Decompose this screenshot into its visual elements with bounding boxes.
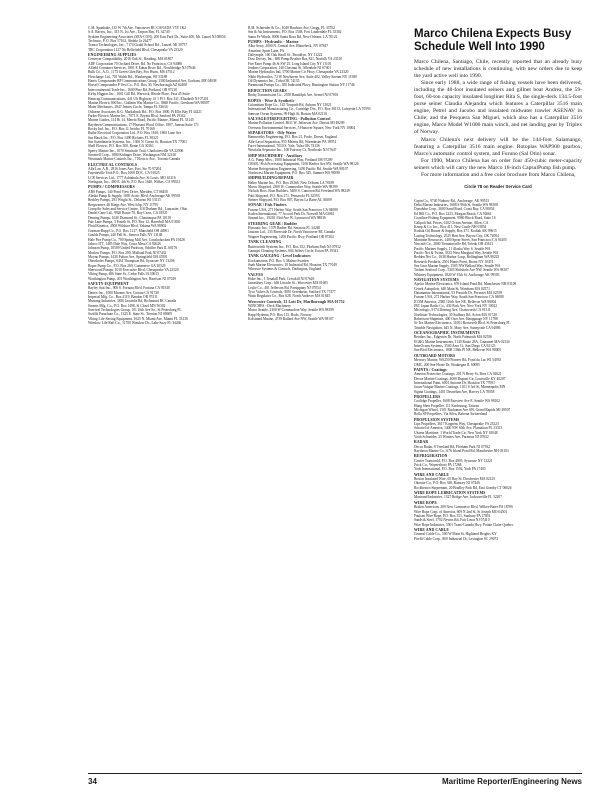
directory-entry: Jamesbury Corp., 640 Lincoln St., Worcester MA 01605 — [248, 281, 328, 286]
directory-entry: Benthos Inc., Edgerton Dr, North Falmouth MA 02556 — [414, 335, 492, 340]
directory-entry: TRC Corporation 1417 No Bellefield Blvd, Chesapeake VA 23320 — [88, 47, 183, 52]
directory-entry: Alfa-Laval Separation, 955 Mearns Rd, Warminster PA 18974 — [248, 139, 337, 144]
directory-entry: Mercury Marine, W6250 Pioneer Rd, Fond du Lac WI 54935 — [414, 358, 502, 363]
directory-entry: Jenkins Corporation, 140 Chestnut St, Allendale NJ 07401 — [248, 66, 332, 71]
directory-entry: Fluid Kinetics, 4500 Wilshire Blvd, Yakima WA 98902 — [88, 224, 167, 229]
directory-entry: Kockumation, P.O. Box 3, Malmo Sweden — [248, 258, 309, 263]
directory-entry: Alfield Container Services, 1801 E Ednar River Rd., Northbridge NJ 07646 — [88, 66, 196, 71]
article-body — [414, 59, 582, 179]
directory-entry: Kodiak Oil Burner & Supply, Box 271, Kodiak AK 99615 — [414, 229, 497, 234]
directory-entry: EG&G Marine Instruments, 1140 Route 28A, Cataumet MA 02534 — [414, 339, 510, 344]
directory-entry: Lips Propellers, 3617 Koppens Way, Chesapeake VA 23323 — [414, 421, 499, 426]
directory-entry: InterOcean Systems, 3540 Aero Ct, San Diego CA 92123 — [414, 344, 496, 349]
directory-entry: Capin Co., 9740 Ninbow Rd., Anchorage, AK 99515 — [414, 198, 490, 203]
directory-entry: Sandvik Steel, 1702 Nevins Rd, Fair Lawn NJ 07410 — [414, 518, 490, 523]
directory-entry: Kolstrand Marine, 4739 Ballard Ave NW, Seattle WA 98107 — [248, 317, 334, 321]
directory-entry: Research Products, 2501 Hunts Point, Bronx NY 10474 — [414, 259, 494, 264]
directory-entry: Northgate, Inc., 400 E. 4th St, P.O. Box 1640, Wilkes, CA 99352 — [88, 180, 180, 185]
directory-entry: Parker Electric Marine Inc., 7071 E. Bryant Blvd, Sanford PA 19342 — [88, 113, 186, 118]
directory-entry: Marine Hydraulics Intl, 5700 Marine Ctr Pkwy, Chesapeake VA 23320 — [248, 70, 349, 75]
directory-entry: Stearns Mfg. Co., P.O. Box 1498, St Cloud MN 56302 — [88, 303, 166, 308]
directory-entry: Cenveyer Compatibility, 2016 Oak St., Reading, MA 01867 — [88, 57, 174, 62]
directory-entry: Sea & Air Instruments, P.O. Box 1548, Fort Lauderdale FL 33302 — [248, 30, 342, 35]
category-heading: SHIPBUILDING/REPAIR — [248, 176, 294, 181]
directory-entry: Alba Aswy, 2000 N. Central Ave, Rhinebeck, NY 07847 — [248, 44, 328, 49]
directory-entry: Switlik Parachute Co., 1325 E. State St., Trenton NJ 08609 — [88, 312, 172, 317]
directory-entry: Whessoe Systems & Controls, Darlington, England — [248, 267, 322, 272]
directory-entry: Harris Compounder BP Communications Group, 1300 Industrial Ave, Gorham, ME 04038 — [88, 79, 217, 84]
directory-entry: Halter Marine Inc., P.O. Box 29266, New Orleans LA 70189 — [248, 180, 335, 185]
directory-entry: Wire Rope Corp. of America, 609 N 2nd St, St Joseph MO 64501 — [414, 509, 508, 514]
directory-entry: Rocky Ind. Inc., P.O. Box 11 Jericho FL 70160 — [88, 126, 155, 131]
directory-entry: CompAir Sales and Service Centre, 118 Durham Rd., Lancaster, Ohio — [88, 207, 188, 212]
directory-entry: Robertson-Shipmate, 400 Oser Ave, Hauppauge NY 11788 — [414, 317, 498, 322]
category-heading: SEPARATORS - Oily Water — [248, 130, 297, 135]
category-heading: TANK GAUGING / Level Indicators — [248, 254, 311, 259]
category-heading: SONAR / Fish Finders — [248, 203, 287, 208]
directory-entry: Leslie Co., 401 Jefferson Rd, Parsippany NJ 07054 — [248, 285, 321, 290]
category-heading: PROPULSION SYSTEMS — [414, 417, 460, 422]
directory-entry: Northwest Marine Equipment, P.O. Box 345, Sumner WA 98390 — [248, 171, 340, 175]
directory-entry: Jabsco ITT, 1485 Dale Way, Costa Mesa CA 92626 — [88, 241, 161, 246]
directory-entry: Maritime Resources, 1400 Spear Street, San Francisco CA 94105 — [414, 237, 507, 242]
directory-entry: Hanscap Communications, 441 US Highway 41 1 P.O. Box 331, Elizabeth NJ 07201 — [88, 96, 209, 101]
directory-entry: Michigan Wheel, 1501 Buchanan Ave SW, Grand Rapids MI 49507 — [414, 407, 511, 412]
directory-entry: Dynalube Corp., 3600 Sand Road, Coast Bay, CA 90054 — [414, 207, 495, 212]
directory-entry: Galipoli Ind. Pisces, 6102 Ocean Avenue, Allen, CA — [414, 220, 489, 225]
directory-entry: Coolidge Propeller, 1608 Fairview Ave E, Seattle WA 98102 — [414, 399, 500, 404]
directory-entry: Samson Ocean Systems, 99 High St, Boston MA 02110 — [248, 111, 327, 116]
directory-entry: Fair Lane Pumps, 3 Fourth St, P.O. Box 12, Haverhill MA 01830 — [88, 220, 181, 225]
directory-entry: A.G. Pump Mfrs., 1000 Industrial Way, Portland OR 97209 — [248, 157, 333, 162]
directory-entry: Dow Dorsey, Inc., 680 Pump Brother Bar, 821, Norfolk VA 23510 — [248, 57, 342, 62]
directory-entry: Frick Co., Waynesboro PA 17268 — [414, 463, 462, 468]
directory-entry: Alaska Pump & Supply, 1805 Arctic Blvd, Anchorage AK 99503 — [88, 194, 181, 199]
directory-entry: Furuno USA, 271 Harbor Way, South San Francisco CA 94080 — [248, 207, 338, 212]
directory-entry: Steiner Shipyard, P.O. Box 807, Bayou La Batre AL 36509 — [248, 198, 332, 203]
page-number: 34 — [88, 777, 97, 786]
category-heading: PUMPS - Hydraulic - Marine — [248, 40, 299, 45]
category-heading: RADAR — [414, 440, 429, 445]
directory-entry: Technico, P. O. Box 57162, Abdelo Ja 26477 — [88, 39, 152, 44]
buyers-guide-column-3 — [414, 199, 582, 541]
directory-entry: Winslow Life Raft Co., 11700 Winslow Dr., Lake Suzy FL 34266 — [88, 321, 182, 326]
directory-entry: Stratwell Corp., 1880 Kidinger Drive, Washington NM 32140 — [88, 152, 176, 157]
directory-entry: Hamworthy Engineering, P.O. Box 21, Poole, Dorset, England — [248, 135, 337, 140]
directory-entry: Ameron Protective Coatings, 201 N Berry St, Brea CA 92621 — [414, 372, 502, 377]
directory-entry: Raytheon Marine Co., 676 Island Pond Rd, Manchester NH 03103 — [414, 449, 509, 454]
directory-entry: Simrad Inc., 19210 33rd Ave W, Lynnwood WA 98036 — [248, 216, 326, 221]
directory-entry: Ed Hill Co., P.O. Box 1223, Morgan Beach, CA 92661 — [414, 211, 492, 216]
category-heading: NAVIGATION SYSTEMS — [414, 277, 459, 282]
directory-entry: International Manufacturing Co., Cartridge Div., P.O. Box 30133, Lafayette LA 70593 — [248, 107, 371, 112]
directory-entry: Marine Pollution Control, 8631 W. Jefferson Ave, Detroit MI 48209 — [248, 121, 345, 126]
directory-entry: Marine Electric 800 Inc., Gallatin Wat Marine Co., 8840 Pacific, Gresham WA 98007 — [88, 100, 210, 105]
directory-entry: Tyco Valves & Controls, 3950 Greenbriar, Stafford TX 77477 — [248, 289, 336, 294]
article-paragraph: Marco Chilena, Santiago, Chile, recently reported that an already busy schedule of new installations is continuing, with new orders due to keep the yard active well into 1990. — [414, 59, 582, 80]
category-heading: SHIP MACHINERY - Auxiliary — [248, 153, 303, 158]
directory-entry: Hung Shen Propeller, 111 Kaohsiung, Taiwan — [414, 403, 479, 408]
page-footer — [88, 773, 582, 786]
buyers-guide-column-2 — [248, 26, 408, 766]
directory-entry: Bridon American, 280 New Commerce Blvd, Wilkes-Barre PA 18706 — [414, 505, 513, 510]
article-paragraph: Marco Chilena's next delivery will be the 144-foot Salamango, featuring a Caterpillar 3516 main engine. Rotoplas WAP900 gearbox, Marco's automatic control system, and Furuno (Sal Otin) sonar. — [414, 136, 582, 157]
directory-entry: Redden Net Co., 1638 Harbor Loop, Bellingham WA 98225 — [414, 255, 500, 260]
directory-entry: Jotun-Valspar Marine Coatings, 1101 S 3rd St, Minneapolis MN — [414, 385, 506, 390]
directory-entry: Micrologic, 9174 Deering Ave, Chatsworth CA 91311 — [414, 308, 491, 313]
directory-entry: Watts Regulator Co., Box 628, North Andover MA 01845 — [248, 294, 331, 299]
directory-entry: Intercontinental Trade Inc., 1600 Pine Rd, Portland, OR 97210 — [88, 87, 178, 92]
directory-entry: International Paint, 6001 Antoine Dr, Houston TX 77091 — [414, 380, 495, 385]
journal-name: Maritime Reporter/Engineering News — [441, 777, 582, 786]
directory-entry: Gorman-Rupp Co., P.O. Box 1217, Mansfield OH 44901 — [88, 228, 169, 233]
directory-entry: Worthington Pump, 401 Worthington Ave, Harrison NJ 07029 — [88, 276, 176, 281]
directory-entry: Sea Hawk Inc., P.O. Box 1490 Ricketts FL 38321 — [88, 135, 159, 140]
reader-service-note: Circle 78 on Reader Service Card — [464, 183, 532, 189]
directory-entry: Kirby Higgins Inc., 1001 Gill Rd, Warwick, Rhode Place, Pass 45 Suite — [88, 92, 190, 97]
directory-entry: Sea-Bird Electronics, 1808 136th Pl NE, Bellevue WA 98005 — [414, 348, 502, 353]
directory-entry: Furuno USA, 271 Harbor Way, South San Francisco CA 94080 — [414, 295, 504, 300]
directory-entry: Wire Rope Industries, 5501 Trans-Canada Hwy, Pointe Claire Quebec — [414, 522, 514, 527]
directory-entry: CRAB / Fish Processing Equipment, 1100 Harbor Ave SW, Seattle WA 98126 — [248, 162, 359, 167]
directory-entry: Decca Radar, 8 Vreeland Rd, Florham Park NJ 07932 — [414, 444, 491, 449]
directory-entry: Nichols Bros. Boat Builders, 5400 S. Cameron Rd, Freeland WA 98249 — [248, 189, 350, 194]
directory-entry: Datamarine International, 53 Portside Dr, Pocasset MA 02559 — [414, 291, 503, 296]
directory-entry: Overseas Environmental Services, 5 Hanover Square, New York NY 10004 — [248, 125, 356, 130]
directory-entry: OMC, 200 Sea-Horse Dr, Waukegan IL 60085 — [414, 362, 480, 367]
directory-entry: Marco Seattle, 2300 W Commodore Way, Seattle WA 98199 — [248, 308, 334, 313]
directory-entry: Northstar Technologies, 30 Sudbury Rd, Acton MA 01720 — [414, 312, 497, 317]
article-title: Marco Chilena Expects Busy Schedule Well Into 1990 — [414, 28, 572, 53]
directory-entry: Pacific Net & Twine, 3333 West Marginal Way, Seattle WA — [414, 250, 499, 255]
directory-entry: Bodaj Transmission Co., 2550 Randolph Ave, Avenel NJ 07001 — [248, 93, 339, 98]
directory-entry: Facet International, 7010 S. Yale, Tulsa OK 74136 — [248, 143, 320, 148]
directory-entry: Daniel Cane Ltd., 9920 Route 70, Bay Cross, CA 01921 — [88, 211, 168, 216]
directory-entry: Paramount Pumps Co., 300 Industrial Pkwy, Huntington Station NY 11746 — [248, 83, 355, 88]
directory-entry: Kemp & Co. Inc., Box 411, New Castle NH 03854 — [414, 224, 487, 229]
directory-entry: Okonite Co., P.O. Box 340, Ramsey NJ 07446 — [414, 481, 480, 486]
directory-entry: Trident Seafood Corp., 5303 Shilshole Ave NW, Seattle WA 98107 — [414, 268, 509, 273]
directory-entry: Si-Tex Marine Electronics, 11001 Roosevelt Blvd, St Petersburg FL — [414, 321, 511, 326]
category-heading: WIRE ROPE LUBRICATION SYSTEMS — [414, 491, 486, 496]
directory-entry: Hoke Inc., 1 Tenakill Park, Cresskill NJ 07626 — [248, 276, 315, 281]
directory-entry: Viking Life-Saving Equipment, 1625 N. Miami Ave, Miami FL 33136 — [88, 316, 188, 321]
directory-entry: Bayley Suit Inc., 900 S. Fortuna Blvd, Fortuna CA 95540 — [88, 286, 170, 291]
directory-entry: Schottel of America, 1400 NW 65th Ave, Plantation FL 33313 — [414, 426, 503, 431]
directory-entry: Horsel Compounder P Vest Co., P.O. Box 30, Newborough AZ 62408 — [88, 83, 187, 88]
category-heading: ROPES - Wire & Synthetic — [248, 98, 295, 103]
directory-entry: Alfa Lan, A.B., 2816 Jones Ave, Fort, Ste 70 97204 — [88, 167, 162, 171]
directory-entry: Shell Electric, P.O. Box 300, Rome GA 30161 — [88, 144, 154, 149]
buyers-guide-column-1 — [88, 26, 244, 766]
directory-entry: Trimble Navigation, 645 N. Mary Ave, Sunnyvale CA 94086 — [414, 325, 501, 330]
directory-entry: S.A. Ravers, Inc., 315 N. 1st Ave., Tarpon Bay, FL 34740 — [88, 30, 170, 35]
directory-entry: Viking Pump, 406 State St., Cedar Falls IA 50613 — [88, 272, 159, 277]
directory-entry: Hale Fire Pump Co., 700 Spring Mill Ave, Conshohocken PA 19428 — [88, 237, 185, 242]
directory-entry: Sydsten Engineering Associates (SEA-CON), 200 East Park Dr., Suite 400, Mt. Laurel NJ 08054 — [88, 34, 226, 39]
category-heading: SAFETY EQUIPMENT — [88, 281, 129, 286]
directory-entry: Delta Marine Industries, 1608 S 96th St, Seattle WA 98108 — [414, 203, 498, 208]
directory-entry: Mustang Industries, 3810 Jacombs Rd, Richmond BC Canada — [88, 299, 177, 304]
directory-entry: Rolla SP Propellers, Via Silva, Balerna Switzerland — [414, 412, 488, 417]
category-heading: OCEANOGRAPHIC INSTRUMENTS — [414, 331, 480, 336]
directory-entry: Marlow Pumps, P.O. Box 200, Midland Park NJ 07432 — [88, 250, 167, 255]
directory-entry: Whitney Equipment, 1820 W 15th St, Anchorage AK 99503 — [414, 272, 500, 277]
category-heading: SALVAGE/FIREFIGHTING - Pollution Control — [248, 116, 331, 121]
category-heading: Worcester Controls, 33 Lott Dr, Marlborough MA 01752 — [248, 299, 345, 304]
directory-entry: Marine Guides, 114 Rt 14, Merritt Road, Pacific Marine, Miami FL 33145 — [88, 118, 194, 123]
directory-entry: Hynautic Inc., 1579 Barber Rd, Sarasota FL 34240 — [248, 226, 321, 231]
directory-entry: ICOM America, 2380 116th Ave NE, Bellevue WA 98004 — [414, 299, 497, 304]
directory-entry: Voith Schneider, 25 Winters Ave, Paramus NJ 07652 — [414, 435, 489, 440]
directory-entry: Berkley Pumps, 293 Wright St., Delavan WI 53115 — [88, 198, 161, 203]
category-heading: PROPELLERS — [414, 394, 441, 399]
directory-entry: Nikki Hydraulics, 72 W Newhaven Ave, Suite 402, Valley Stream NY 11580 — [248, 74, 357, 79]
directory-entry: Columbian Rope Co., 145 Towpath Rd, Auburn NY 13021 — [248, 102, 332, 107]
category-heading: STEERING GEAR / Rudder — [248, 221, 298, 226]
directory-entry: Mastrand Industries, 1327 Bridge Ave, Jacksonville FL 32207 — [414, 495, 502, 500]
category-heading: WIRE AND CABLE — [414, 527, 449, 532]
directory-entry: Ruthe Electrical Corporation Ltd., P.O. Box 1610, 1800 Lane Ave — [88, 131, 182, 136]
directory-entry: Sea Scandinavia Systems, Inc., 1300 N. Green St, Houston TX 77001 — [88, 139, 187, 144]
directory-entry: Saab Marine Electronics, 10 Industrial Rd, Houston TX 77049 — [248, 262, 337, 267]
article-paragraph: For more information and a free color brochure from Marco Chilena, — [421, 171, 576, 178]
directory-entry: R.M. Schneider & Co., 1040 Hawkins Ave, Gregg, FL 33702 — [248, 26, 335, 30]
category-heading: WIRE AND CABLE — [414, 472, 449, 477]
category-heading: ELECTRICAL CONTROLS — [88, 162, 138, 167]
directory-entry: C.M. Spanbake, 135 W 7th Ave, Vancouver BC CANADA V5Y 1K2 — [88, 26, 187, 30]
directory-entry: ABS Pumps, 140 Pond View Drive, Meriden, CT 06450 — [88, 189, 168, 194]
directory-entry: Butterworth Systems Inc., P.O. Box 352, Florham Park NJ 07932 — [248, 244, 341, 249]
directory-entry: Goulds Pumps, 240 Fall St., Seneca Falls NY 13148 — [88, 233, 163, 238]
directory-entry: Pirelli Cable Corp., 800 Industrial Dr, Lexington SC 29072 — [414, 536, 499, 541]
directory-entry: Dalrymple, 160 Oak Knoll St., Brooklyn, NY 11222 — [248, 53, 323, 58]
article-column — [414, 26, 582, 766]
directory-entry: Mater Mechanics, 2847 Jennes Circle, Tampa FL 33634 — [88, 105, 168, 110]
directory-entry: Rapp Hydema, P.O. Box 115, Bodo, Norway — [248, 312, 312, 317]
directory-entry: Lasting Technology, 2525 Hart Ave, Bayou City, OK 74004 — [414, 233, 499, 238]
directory-entry: Marine Refrigeration Engineering, 1450 Pacific Rd, Seattle WA 98107 — [248, 166, 349, 171]
directory-entry: Coastline Fishing Equipment, 9060 Block Road, Suite 16 — [414, 216, 496, 221]
directory-entry: Bulk Co., A.O., 1175 Green Glen Bay, Fox Hunn, MS 47512 — [88, 70, 175, 75]
directory-entry: Wagner Engineering, 1200 Pacific Hwy, Portland OR 97204 — [248, 234, 334, 239]
directory-entry: Koden International, 77 Accord Park Dr, Norwell MA 02061 — [248, 212, 335, 217]
article-paragraph: Since early 1988, a wide range of fishing vessels have been delivered, including the 48-foot insulated seiners and gillnet boat Andrea, the 59-foot, 60-ton capacity insulated longliner Rita S, the single-deck 134.5-foot purse seiner Claudia Alejandra which features a Caterpillar 3516 main engine, Petrel and Jacobo and insulated midwater trawler ASENAV in Chile; and the Pesquera San Miguel, which also has a Caterpillar 3516 engine, Marco Model W1000 main winch, and net landing gear by Triplex of Norway. — [414, 80, 582, 136]
category-heading: ENGINEERING SUPPLIES — [88, 53, 137, 58]
category-heading: OUTBOARD MOTORS — [414, 353, 456, 358]
directory-entry: Imperial Mfg. Co., Box 4119, Bandon OR 97411 — [88, 294, 158, 299]
directory-entry: LCR Services Ltd., 1777 Ashtabula Ave, St Louis, MO 63116 — [88, 175, 176, 180]
directory-entry: Amarine, Spear Lane, PA — [248, 48, 285, 53]
directory-entry: Tomco Technologies, Inc., 7174 Gould School Rd., Lanzel, Ml 30757 — [88, 43, 188, 48]
directory-entry: Paulsen Wire Rope, P.O. Box 551, Sunbury PA 17801 — [414, 513, 491, 518]
directory-entry: Flexcharge Ltd., 701 Walsh Rd., Waukeegan, WI 53188 — [88, 74, 168, 79]
directory-entry: WINCHES - Deck Machinery — [248, 303, 291, 308]
category-heading: REFRIGERATION — [414, 454, 448, 459]
directory-entry: Roper Pump Co., P.O. Box 269, Commerce GA 30529 — [88, 263, 166, 268]
directory-entry: Datrex Inc., 1000 Moreno Ave, Corona CA 91720 — [88, 290, 159, 295]
directory-entry: Carrier Transicold, P.O. Box 4805, Syracuse NY 13221 — [414, 458, 493, 463]
directory-entry: Sherwood Pumps, 1010 Executive Blvd, Chesapeake VA 23320 — [88, 267, 179, 272]
directory-entry: Pacific Mariner Supply, 11 Alaska Way S, Seattle WA — [414, 246, 491, 251]
directory-entry: Westmark Marine Controls Inc., 7 Electric Ave., Toronto Canada — [88, 157, 180, 162]
directory-entry: Marco Shipyard, 2300 W. Commodore Way, Seattle WA 98199 — [248, 185, 338, 190]
directory-entry: General Cable Co., 500 W Main St, Highland Heights KY — [414, 532, 497, 537]
directory-entry: Santa Fe Winds, 8000 Santa Rosa Rd, New Orleans, LA 70122 — [248, 34, 338, 39]
directory-entry: Netcraft Co., 2800 Tremainsville Rd, Toledo OH 43613 — [414, 242, 494, 247]
directory-entry: Raytheon Communications, 17 Pleasant Wood Office, 1807, Juneau Suite 171 — [88, 122, 199, 127]
directory-entry: Fayetteville Tech P.O., Box 1000 DOC, CA 91025 — [88, 171, 160, 176]
directory-entry: Westfalia Separator Inc., 100 Fairway Ct, Northvale NJ 07647 — [248, 148, 337, 153]
category-heading: REDUCTION GEARS — [248, 88, 287, 93]
directory-entry: Oil Dynamics Inc., Tulsa OK 74135 — [248, 79, 300, 84]
directory-entry: Ulstein Maritime, 1 World Trade Ctr, New York NY 10048 — [414, 430, 498, 435]
directory-entry: Borgwarner, 46 Kings Ave, West Islip, NY 11795 — [88, 202, 159, 207]
directory-entry: Sea Gear Marine Supply, 1505 NW Ballard Way, Seattle WA — [414, 263, 501, 268]
category-heading: VALVES — [248, 272, 264, 277]
directory-entry: Oberdorfer Pumps, 6454 Thompson Rd, Syracuse NY 13206 — [88, 259, 175, 264]
directory-entry: Osborne Associates & G. Markabuck Rd., P.O. Box 1000, Ft Ellis Bay FI 34221 — [88, 109, 202, 114]
directory-entry: JRC Japan Radio Co., 430 Park Ave, New York NY 10022 — [414, 304, 498, 309]
directory-entry: Jastram Ltd., 135 Riverside Dr, North Vancouver BC Canada — [248, 230, 335, 235]
directory-entry: Devoe Marine Coatings, 4000 Dupont Cir, Louisville KY 40207 — [414, 376, 506, 381]
directory-entry: Sigma Coatings, 1401 Destrehan Ave, Harvey LA 70058 — [414, 389, 495, 394]
directory-entry: Rockbestos-Surprenant, 20 Bradley Park Rd, East Granby CT 06026 — [414, 485, 512, 490]
article-paragraph: For 1990, Marco Chilena has on order four 450-cubic meter-capacity seiners which will carry the new Marco 18-inch CapsulPump fish pump. — [414, 157, 582, 171]
category-heading: TANK CLEANING — [248, 240, 282, 245]
directory-entry: Gamajet Cleaning Systems, 604 Jeffers Circle, Exton PA 19341 — [248, 248, 339, 253]
category-heading: PUMPS / COMPRESSORS — [88, 185, 135, 190]
directory-entry: Deming Pumps, 1620 Diamond St., Chautauqua PA 10118 — [88, 215, 171, 220]
category-heading: WIRE ROPE — [414, 500, 437, 505]
directory-entry: Boston Insulated Wire, 65 Bay St, Dorchester MA 02125 — [414, 477, 495, 482]
directory-entry: Survival Technologies Group, 101 16th Ave So., St Petersburg FL — [88, 308, 182, 312]
directory-entry: York International, P.O. Box 1592, York PA 17405 — [414, 467, 486, 472]
directory-entry: Cetrek Autopilots, 640 Main St, Wareham MA 02571 — [414, 286, 490, 291]
directory-entry: ADF Corporation 70 Orchard Drive, Rd. No Francisco, CA 94080 — [88, 61, 183, 66]
directory-entry: Sperry Marine Inc., 1070 Seminole Trail, Charlottesville VA 22906 — [88, 148, 184, 153]
directory-entry: Johnson Pump, 10509 United Parkway, Schiller Park IL 60176 — [88, 246, 178, 251]
directory-entry: Patti Shipyard, P.O. Box 271, Pensacola FL 32593 — [248, 193, 320, 198]
directory-entry: Moyno Pumps, 1430 Fulton Ave, Springfield OH 45501 — [88, 254, 168, 259]
directory-entry: Apelco Marine Electronics, 676 Island Pond Rd, Manchester NH 03109 — [414, 282, 517, 287]
directory-entry: Fire Eater Pump 46 St SW 25, Long Island City NY 11101 — [248, 61, 332, 66]
category-heading: PAINTS / Coatings — [414, 367, 447, 372]
